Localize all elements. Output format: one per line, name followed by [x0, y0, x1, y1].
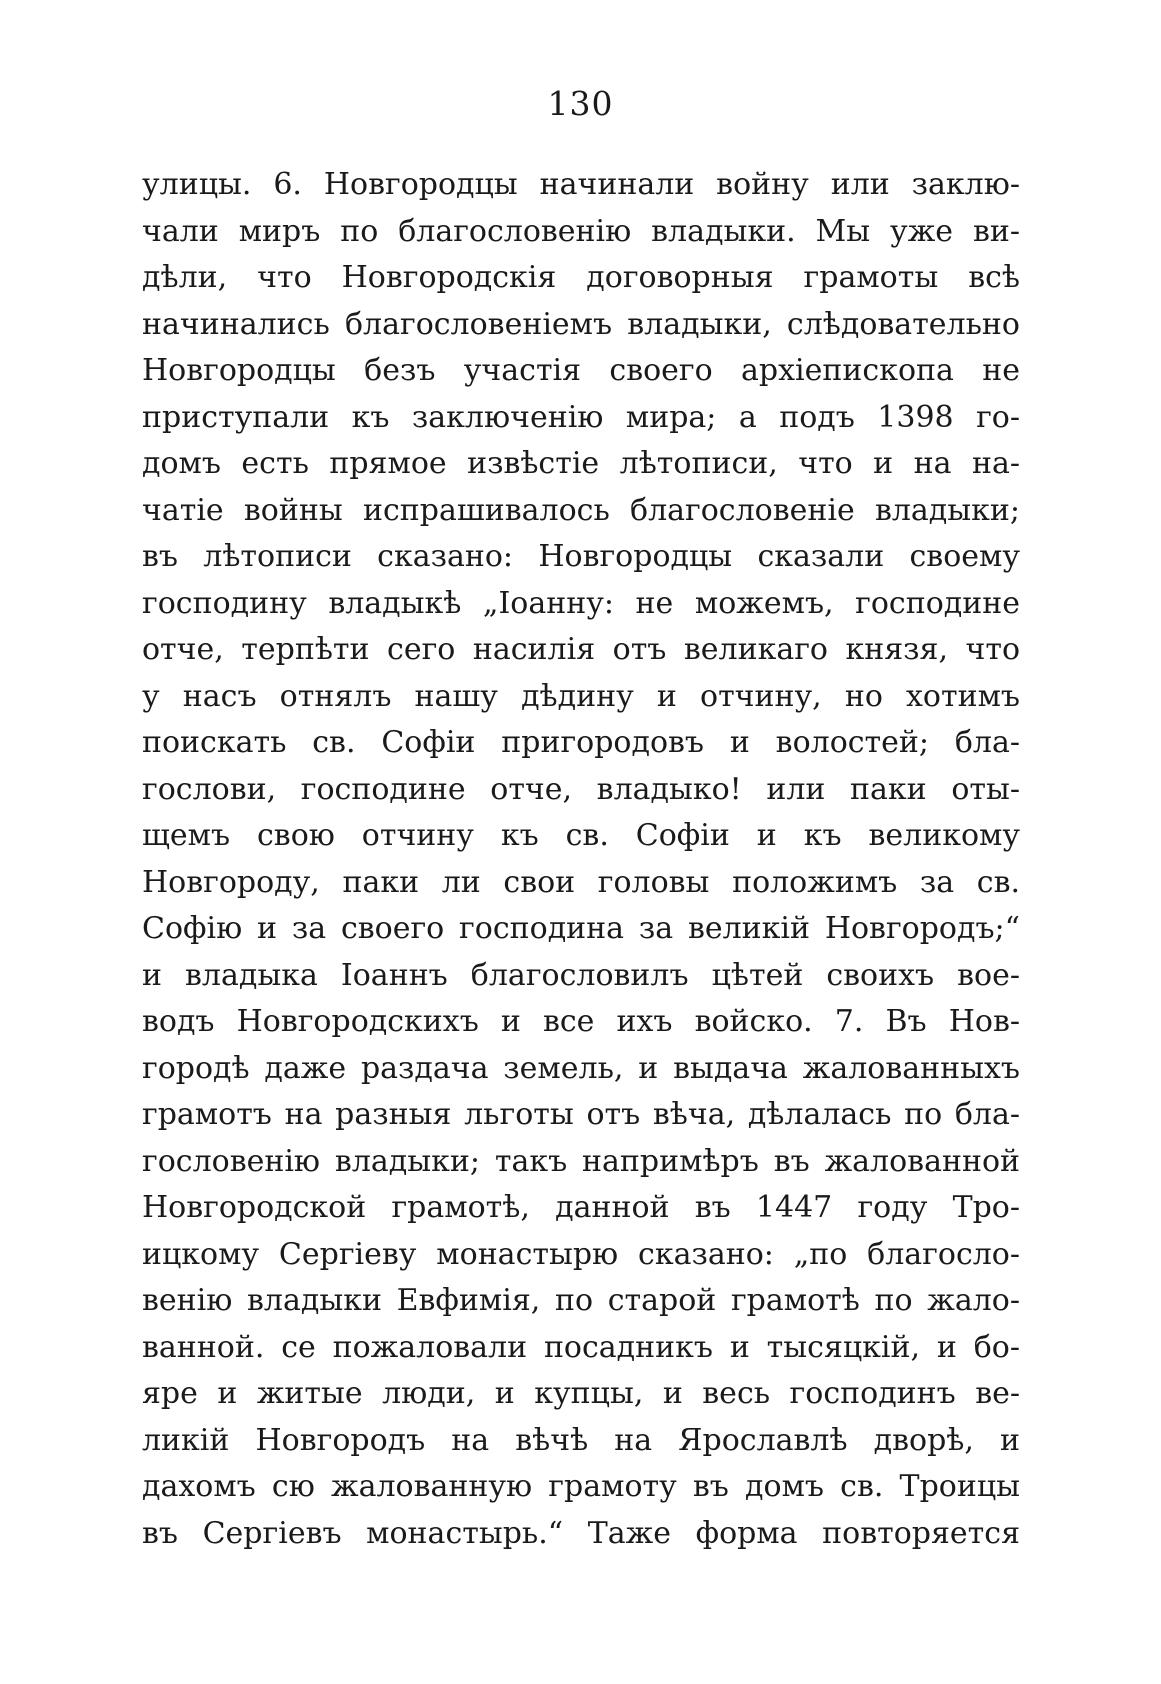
text-line: гословенію владыки; такъ напримѣръ въ жалованной [142, 1143, 1020, 1179]
text-line: дѣли, что Новгородскія договорныя грамоты всѣ [142, 260, 1020, 295]
text-line: начинались благословеніемъ владыки, слѣдовательно [142, 306, 1020, 342]
text-line: и владыка Іоаннъ благословилъ цѣтей своихъ вое- [142, 957, 1020, 993]
body-text [142, 162, 1020, 1557]
text-line: ванной. се пожаловали посадникъ и тысяцкій, и бо- [142, 1329, 1020, 1365]
text-line: Софію и за своего господина за великій Новгородъ;“ [142, 911, 1020, 946]
text-line: ицкому Сергіеву монастырю сказано: „по благосло- [142, 1236, 1020, 1272]
text-line: водъ Новгородскихъ и все ихъ войско. 7. Въ Нов- [142, 1004, 1020, 1039]
text-line: улицы. 6. Новгородцы начинали войну или заклю- [142, 167, 1020, 202]
text-line: поискать св. Софіи пригородовъ и волостей; бла- [142, 725, 1020, 760]
text-line: приступали къ заключенію мира; а подъ 1398 го- [142, 399, 1020, 435]
text-line: яре и житые люди, и купцы, и весь господинъ ве- [142, 1376, 1020, 1411]
text-line: отче, терпѣти сего насилія отъ великаго князя, что [142, 632, 1020, 667]
text-line: дахомъ сю жалованную грамоту въ домъ св. Троицы [142, 1469, 1020, 1504]
text-line: ликій Новгородъ на вѣчѣ на Ярославлѣ дворѣ, и [142, 1422, 1020, 1458]
text-line: Новгородской грамотѣ, данной въ 1447 году Тро- [142, 1190, 1020, 1225]
text-line: чали миръ по благословенію владыки. Мы уже ви- [142, 213, 1020, 249]
text-line: Новгородцы безъ участія своего архіепископа не [142, 353, 1020, 388]
text-line: въ лѣтописи сказано: Новгородцы сказали своему [142, 539, 1020, 574]
text-line: венію владыки Евфимія, по старой грамотѣ по жало- [142, 1283, 1020, 1318]
text-line: домъ есть прямое извѣстіе лѣтописи, что и на на- [142, 446, 1020, 481]
text-line: городѣ даже раздача земель, и выдача жалованныхъ [142, 1050, 1020, 1086]
text-line: Новгороду, паки ли свои головы положимъ за св. [142, 864, 1020, 900]
text-line: чатіе войны испрашивалось благословеніе владыки; [142, 492, 1020, 528]
text-line: грамотъ на разныя льготы отъ вѣча, дѣлалась по бла- [142, 1097, 1020, 1132]
text-line: у насъ отнялъ нашу дѣдину и отчину, но хотимъ [142, 678, 1020, 714]
text-line: въ Сергіевъ монастырь.“ Таже форма повторяется [142, 1515, 1020, 1551]
text-line: господину владыкѣ „Іоанну: не можемъ, господине [142, 585, 1020, 621]
text-line: гослови, господине отче, владыко! или паки оты- [142, 771, 1020, 807]
text-line: щемъ свою отчину къ св. Софіи и къ великому [142, 818, 1020, 853]
page-number: 130 [547, 84, 614, 123]
